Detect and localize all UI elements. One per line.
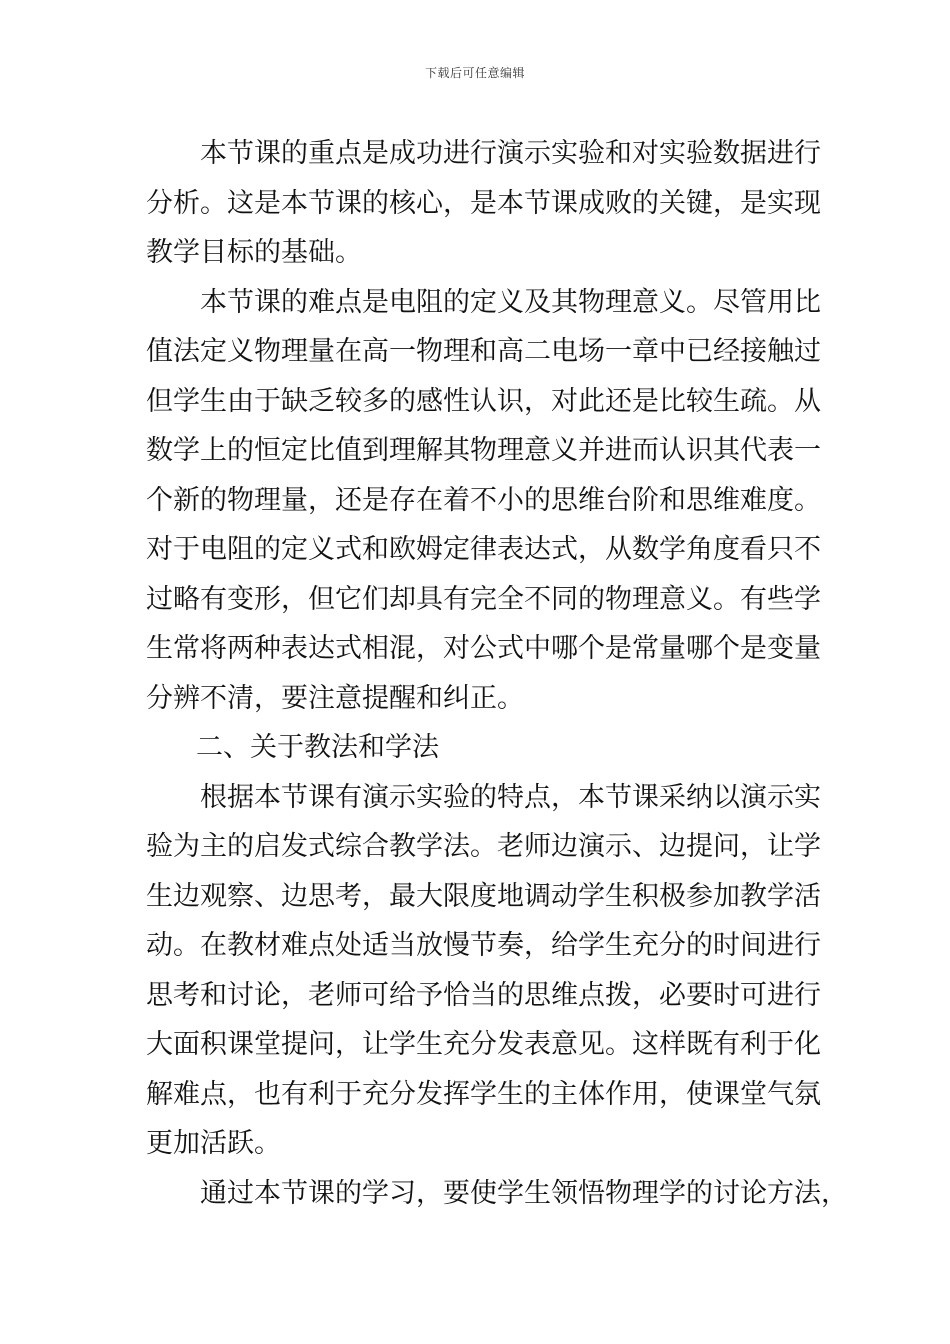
page-header: 下载后可任意编辑: [424, 66, 525, 80]
text-line: 本节课的重点是成功进行演示实验和对实验数据进行: [200, 138, 821, 169]
text-line: 大面积课堂提问，让学生充分发表意见。这样既有利于化: [146, 1029, 821, 1060]
paragraph-learning-outcome: [146, 1169, 848, 1219]
text-line: 思考和讨论，老师可给予恰当的思维点拨，必要时可进行: [146, 979, 821, 1011]
text-line: 分辨不清，要注意提醒和纠正。: [146, 682, 524, 714]
text-line: 动。在教材难点处适当放慢节奏，给学生充分的时间进行: [146, 930, 821, 961]
paragraph-key-points: [146, 129, 821, 278]
section-heading: [146, 723, 816, 773]
text-line: 个新的物理量，还是存在着不小的思维台阶和思维难度。: [146, 484, 821, 516]
text-line: 数学上的恒定比值到理解其物理意义并进而认识其代表一: [146, 435, 821, 466]
section-heading-text: 二、关于教法和学法: [196, 732, 439, 763]
text-line: 生常将两种表达式相混，对公式中哪个是常量哪个是变量: [146, 633, 821, 664]
text-line: 本节课的难点是电阻的定义及其物理意义。尽管用比: [200, 286, 821, 318]
document-body: [146, 129, 848, 1218]
text-line: 教学目标的基础。: [146, 237, 362, 268]
text-line: 分析。这是本节课的核心，是本节课成败的关键，是实现: [146, 187, 821, 219]
paragraph-difficulties: [146, 278, 821, 724]
text-line: 生边观察、边思考，最大限度地调动学生积极参加教学活: [146, 880, 821, 912]
text-line: 根据本节课有演示实验的特点，本节课采纳以演示实: [200, 781, 821, 813]
text-line: 对于电阻的定义式和欧姆定律表达式，从数学角度看只不: [146, 534, 821, 565]
text-line: 过略有变形，但它们却具有完全不同的物理意义。有些学: [146, 583, 821, 615]
text-line: 更加活跃。: [146, 1128, 281, 1159]
text-line: 但学生由于缺乏较多的感性认识，对此还是比较生疏。从: [146, 385, 821, 417]
paragraph-teaching-method: [146, 773, 821, 1169]
text-line: 验为主的启发式综合教学法。老师边演示、边提问，让学: [146, 831, 821, 862]
text-line: 通过本节课的学习，要使学生领悟物理学的讨论方法，: [200, 1177, 848, 1209]
text-line: 解难点，也有利于充分发挥学生的主体作用，使课堂气氛: [146, 1078, 821, 1110]
text-line: 值法定义物理量在高一物理和高二电场一章中已经接触过: [146, 336, 821, 367]
